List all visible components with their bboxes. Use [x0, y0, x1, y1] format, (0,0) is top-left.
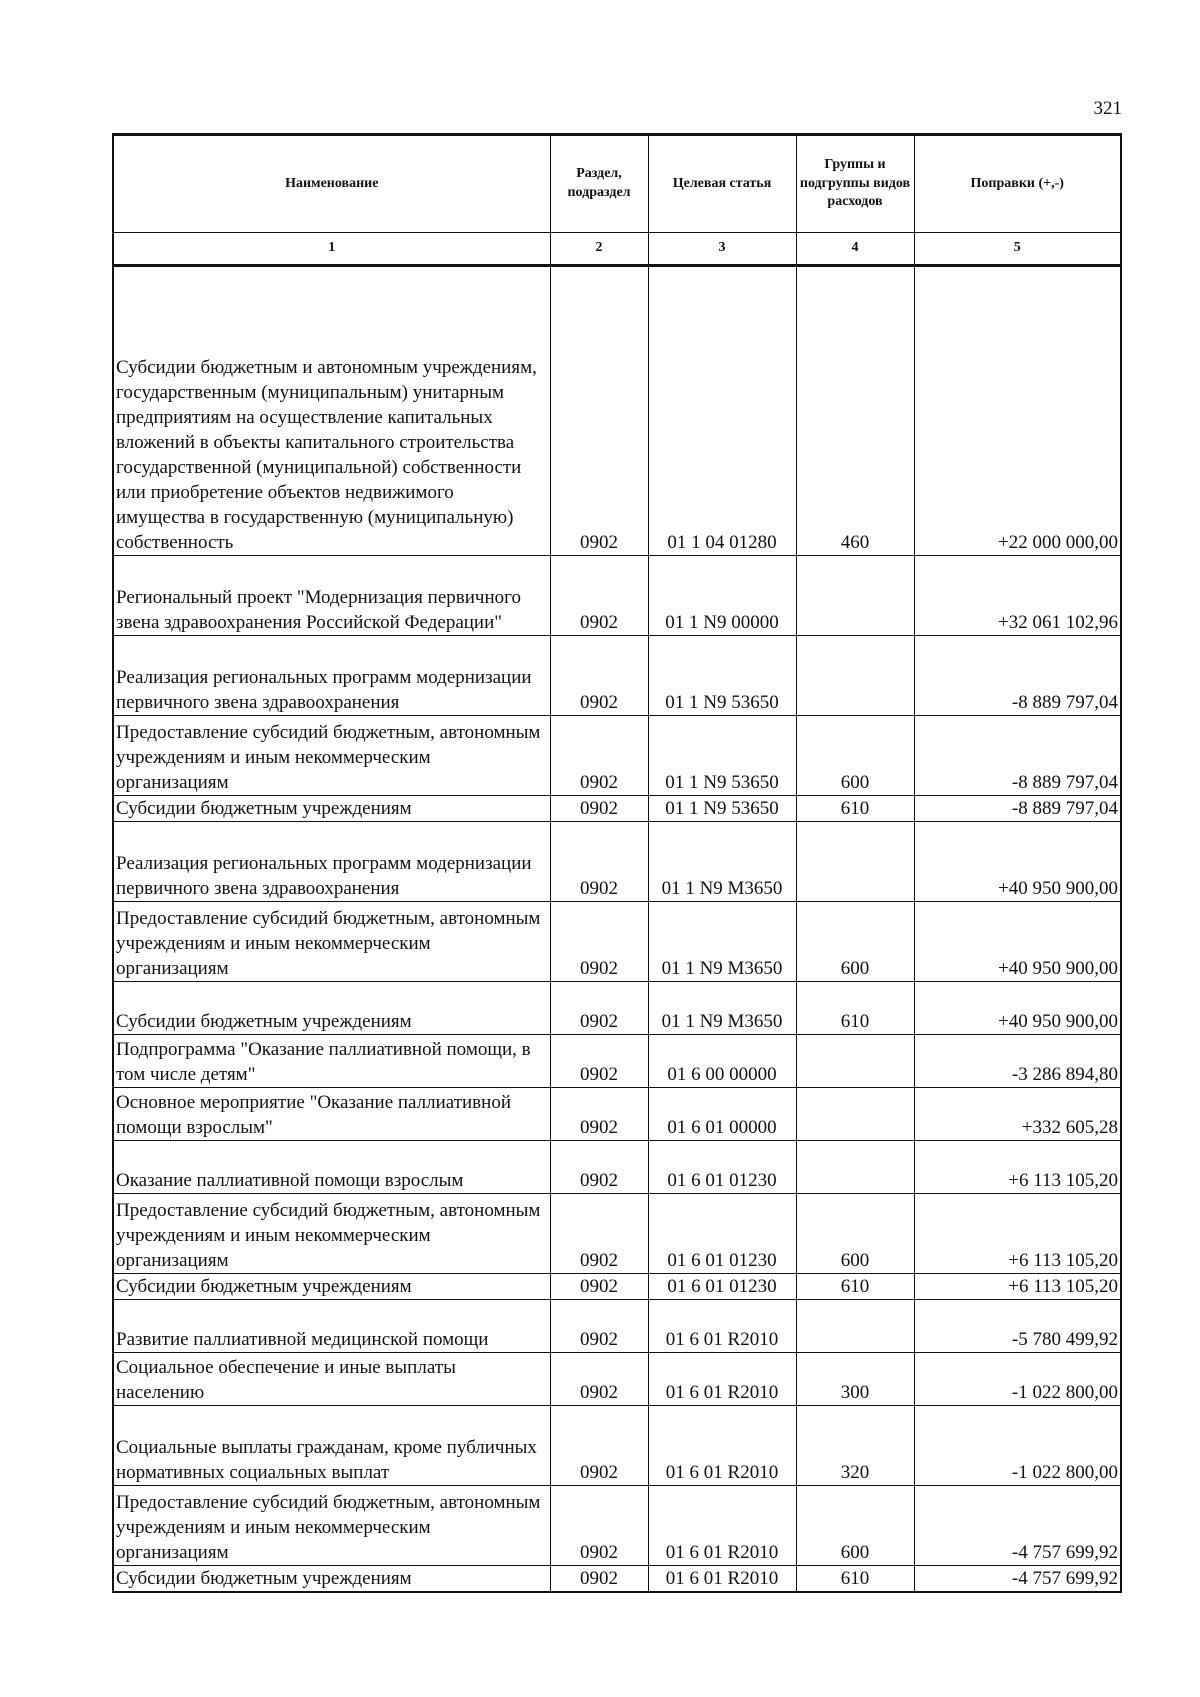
row-name: Реализация региональных программ модернизации первичного звена здравоохранения — [113, 636, 550, 716]
column-number: 3 — [648, 233, 796, 266]
row-target: 01 1 N9 M3650 — [648, 902, 796, 982]
table-row — [113, 822, 1121, 902]
row-target: 01 6 01 01230 — [648, 1141, 796, 1194]
table-row — [113, 796, 1121, 822]
table-row — [113, 1274, 1121, 1300]
row-amount: +22 000 000,00 — [914, 266, 1121, 556]
row-amount: +6 113 105,20 — [914, 1274, 1121, 1300]
row-group: 610 — [796, 982, 914, 1035]
row-target: 01 1 N9 53650 — [648, 636, 796, 716]
header-group: Группы и подгруппы видов расходов — [796, 135, 914, 233]
row-amount: -4 757 699,92 — [914, 1486, 1121, 1566]
row-target: 01 6 00 00000 — [648, 1035, 796, 1088]
row-name: Предоставление субсидий бюджетным, автономным учреждениям и иным некоммерческим организациям — [113, 902, 550, 982]
row-name: Субсидии бюджетным учреждениям — [113, 982, 550, 1035]
row-name: Подпрограмма "Оказание паллиативной помощи, в том числе детям" — [113, 1035, 550, 1088]
row-target: 01 6 01 R2010 — [648, 1353, 796, 1406]
header-section: Раздел, подраздел — [550, 135, 648, 233]
row-name: Предоставление субсидий бюджетным, автономным учреждениям и иным некоммерческим организациям — [113, 716, 550, 796]
row-section: 0902 — [550, 716, 648, 796]
row-name: Региональный проект "Модернизация первичного звена здравоохранения Российской Федерации" — [113, 556, 550, 636]
row-section: 0902 — [550, 1274, 648, 1300]
row-section: 0902 — [550, 1300, 648, 1353]
row-section: 0902 — [550, 636, 648, 716]
table-row — [113, 716, 1121, 796]
row-target: 01 6 01 01230 — [648, 1194, 796, 1274]
row-amount: -4 757 699,92 — [914, 1566, 1121, 1593]
row-amount: -8 889 797,04 — [914, 636, 1121, 716]
row-name: Субсидии бюджетным учреждениям — [113, 796, 550, 822]
row-group: 610 — [796, 1274, 914, 1300]
row-group: 600 — [796, 1486, 914, 1566]
page-number: 321 — [1093, 98, 1122, 119]
table-row — [113, 1141, 1121, 1194]
column-number: 1 — [113, 233, 550, 266]
row-amount: -1 022 800,00 — [914, 1406, 1121, 1486]
row-name: Субсидии бюджетным учреждениям — [113, 1274, 550, 1300]
row-target: 01 6 01 R2010 — [648, 1300, 796, 1353]
row-section: 0902 — [550, 266, 648, 556]
table-row — [113, 982, 1121, 1035]
row-amount: +6 113 105,20 — [914, 1194, 1121, 1274]
row-group: 600 — [796, 902, 914, 982]
row-group — [796, 1088, 914, 1141]
row-section: 0902 — [550, 1406, 648, 1486]
row-target: 01 6 01 R2010 — [648, 1406, 796, 1486]
row-section: 0902 — [550, 822, 648, 902]
row-amount: +32 061 102,96 — [914, 556, 1121, 636]
row-amount: -3 286 894,80 — [914, 1035, 1121, 1088]
row-group: 300 — [796, 1353, 914, 1406]
table-row — [113, 1194, 1121, 1274]
row-name: Социальное обеспечение и иные выплаты населению — [113, 1353, 550, 1406]
column-number: 4 — [796, 233, 914, 266]
row-section: 0902 — [550, 556, 648, 636]
row-name: Основное мероприятие "Оказание паллиативной помощи взрослым" — [113, 1088, 550, 1141]
row-target: 01 6 01 00000 — [648, 1088, 796, 1141]
row-amount: +40 950 900,00 — [914, 902, 1121, 982]
row-group: 610 — [796, 796, 914, 822]
row-section: 0902 — [550, 1194, 648, 1274]
table-row — [113, 1486, 1121, 1566]
row-target: 01 1 N9 53650 — [648, 796, 796, 822]
row-section: 0902 — [550, 1088, 648, 1141]
row-target: 01 6 01 01230 — [648, 1274, 796, 1300]
column-number: 2 — [550, 233, 648, 266]
header-row — [113, 135, 1121, 233]
row-target: 01 1 N9 53650 — [648, 716, 796, 796]
row-target: 01 6 01 R2010 — [648, 1486, 796, 1566]
row-name: Социальные выплаты гражданам, кроме публичных нормативных социальных выплат — [113, 1406, 550, 1486]
row-section: 0902 — [550, 982, 648, 1035]
row-name: Субсидии бюджетным учреждениям — [113, 1566, 550, 1593]
table-row — [113, 556, 1121, 636]
header-amount: Поправки (+,-) — [914, 135, 1121, 233]
row-section: 0902 — [550, 1486, 648, 1566]
column-number: 5 — [914, 233, 1121, 266]
row-target: 01 6 01 R2010 — [648, 1566, 796, 1593]
row-section: 0902 — [550, 1566, 648, 1593]
row-target: 01 1 N9 M3650 — [648, 982, 796, 1035]
table-row — [113, 1566, 1121, 1593]
table-row — [113, 1035, 1121, 1088]
row-amount: -1 022 800,00 — [914, 1353, 1121, 1406]
column-number-row — [113, 233, 1121, 266]
row-group: 460 — [796, 266, 914, 556]
row-group: 320 — [796, 1406, 914, 1486]
budget-amendments-table — [112, 133, 1122, 1593]
row-section: 0902 — [550, 796, 648, 822]
table-row — [113, 636, 1121, 716]
row-group: 610 — [796, 1566, 914, 1593]
row-section: 0902 — [550, 1035, 648, 1088]
header-name: Наименование — [113, 135, 550, 233]
row-amount: +40 950 900,00 — [914, 822, 1121, 902]
row-amount: +332 605,28 — [914, 1088, 1121, 1141]
table-row — [113, 1353, 1121, 1406]
row-amount: +6 113 105,20 — [914, 1141, 1121, 1194]
row-section: 0902 — [550, 1141, 648, 1194]
row-name: Оказание паллиативной помощи взрослым — [113, 1141, 550, 1194]
row-group: 600 — [796, 1194, 914, 1274]
row-amount: -8 889 797,04 — [914, 796, 1121, 822]
row-name: Предоставление субсидий бюджетным, автономным учреждениям и иным некоммерческим организациям — [113, 1486, 550, 1566]
row-name: Реализация региональных программ модернизации первичного звена здравоохранения — [113, 822, 550, 902]
row-group — [796, 556, 914, 636]
row-target: 01 1 N9 00000 — [648, 556, 796, 636]
row-group — [796, 822, 914, 902]
row-name: Развитие паллиативной медицинской помощи — [113, 1300, 550, 1353]
table-row — [113, 902, 1121, 982]
table-row — [113, 1406, 1121, 1486]
row-name: Субсидии бюджетным и автономным учреждениям, государственным (муниципальным) унитарным предприятиям на осуществление капитальных вложений в объекты капитального строительства государственной (муниципальной) собственности или приобретение объектов недвижимого имущества в государственную (муниципальную) собственность — [113, 266, 550, 556]
row-name: Предоставление субсидий бюджетным, автономным учреждениям и иным некоммерческим организациям — [113, 1194, 550, 1274]
table-row — [113, 1300, 1121, 1353]
row-amount: -8 889 797,04 — [914, 716, 1121, 796]
row-section: 0902 — [550, 902, 648, 982]
row-target: 01 1 N9 M3650 — [648, 822, 796, 902]
row-group — [796, 1035, 914, 1088]
row-section: 0902 — [550, 1353, 648, 1406]
table-row — [113, 1088, 1121, 1141]
header-target: Целевая статья — [648, 135, 796, 233]
row-amount: +40 950 900,00 — [914, 982, 1121, 1035]
table-row — [113, 266, 1121, 556]
row-amount: -5 780 499,92 — [914, 1300, 1121, 1353]
row-group — [796, 1141, 914, 1194]
row-group — [796, 636, 914, 716]
row-group — [796, 1300, 914, 1353]
row-target: 01 1 04 01280 — [648, 266, 796, 556]
row-group: 600 — [796, 716, 914, 796]
